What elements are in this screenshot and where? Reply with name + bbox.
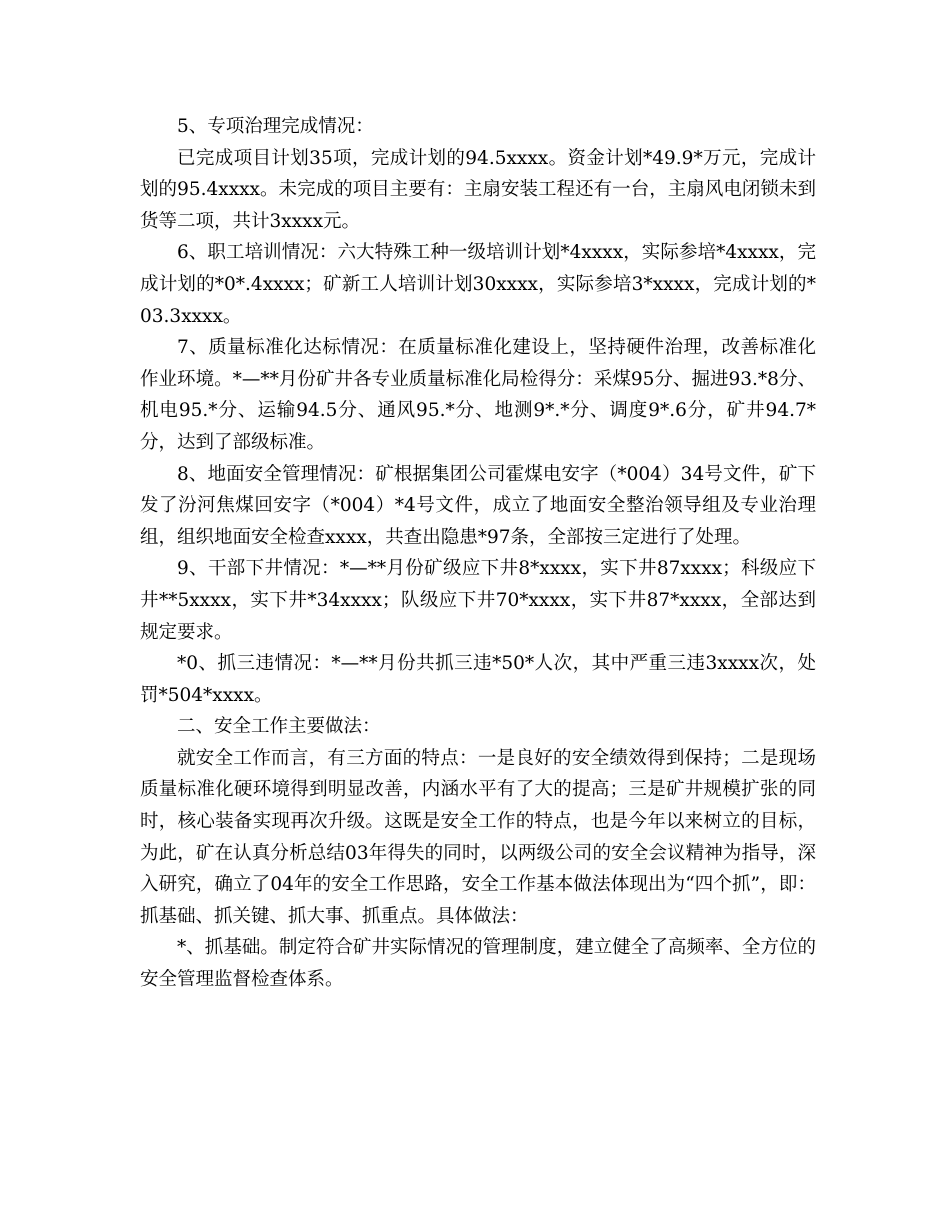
point-1-paragraph: *、抓基础。制定符合矿井实际情况的管理制度，建立健全了高频率、全方位的安全管理监督检查体系。 bbox=[140, 937, 816, 991]
section-2-paragraph: 就安全工作而言，有三方面的特点：一是良好的安全绩效得到保持；二是现场质量标准化硬环境得到明显改善，内涵水平有了大的提高；三是矿井规模扩张的同时，核心装备实现再次升级。这既是安全工作的特点，也是今年以来树立的目标，为此，矿在认真分析总结03年得失的同时，以两级公司的安全会议精神为指导，深入研究，确立了04年的安全工作思路，安全工作基本做法体现出为“四个抓”，即：抓基础、抓关键、抓大事、抓重点。具体做法： bbox=[140, 747, 816, 927]
item-8-paragraph: 8、地面安全管理情况：矿根据集团公司霍煤电安字（*004）34号文件，矿下发了汾河焦煤回安字（*004）*4号文件，成立了地面安全整治领导组及专业治理组，组织地面安全检查xxxx，共查出隐患*97条，全部按三定进行了处理。 bbox=[140, 463, 816, 548]
document-page bbox=[140, 111, 816, 996]
item-9-paragraph: 9、干部下井情况：*—**月份矿级应下井8*xxxx，实下井87xxxx；科级应下井**5xxxx，实下井*34xxxx；队级应下井70*xxxx，实下井87*xxxx，全部达到规定要求。 bbox=[140, 558, 816, 643]
item-6-paragraph: 6、职工培训情况：六大特殊工种一级培训计划*4xxxx，实际参培*4xxxx，完成计划的*0*.4xxxx；矿新工人培训计划30xxxx，实际参培3*xxxx，完成计划的*03.3xxxx。 bbox=[140, 242, 816, 327]
item-5-paragraph: 已完成项目计划35项，完成计划的94.5xxxx。资金计划*49.9*万元，完成计划的95.4xxxx。未完成的项目主要有：主扇安装工程还有一台，主扇风电闭锁未到货等二项，共计3xxxx元。 bbox=[140, 147, 816, 232]
item-10-paragraph: *0、抓三违情况：*—**月份共抓三违*50*人次，其中严重三违3xxxx次，处罚*504*xxxx。 bbox=[140, 653, 816, 706]
item-7-paragraph: 7、质量标准化达标情况：在质量标准化建设上，坚持硬件治理，改善标准化作业环境。*—**月份矿井各专业质量标准化局检得分：采煤95分、掘进93.*8分、机电95.*分、运输94.5分、通风95.*分、地测9*.*分、调度9*.6分，矿井94.7*分，达到了部级标准。 bbox=[140, 337, 816, 453]
item-5-heading: 5、专项治理完成情况： bbox=[177, 116, 374, 137]
section-2-heading: 二、安全工作主要做法： bbox=[177, 716, 381, 738]
